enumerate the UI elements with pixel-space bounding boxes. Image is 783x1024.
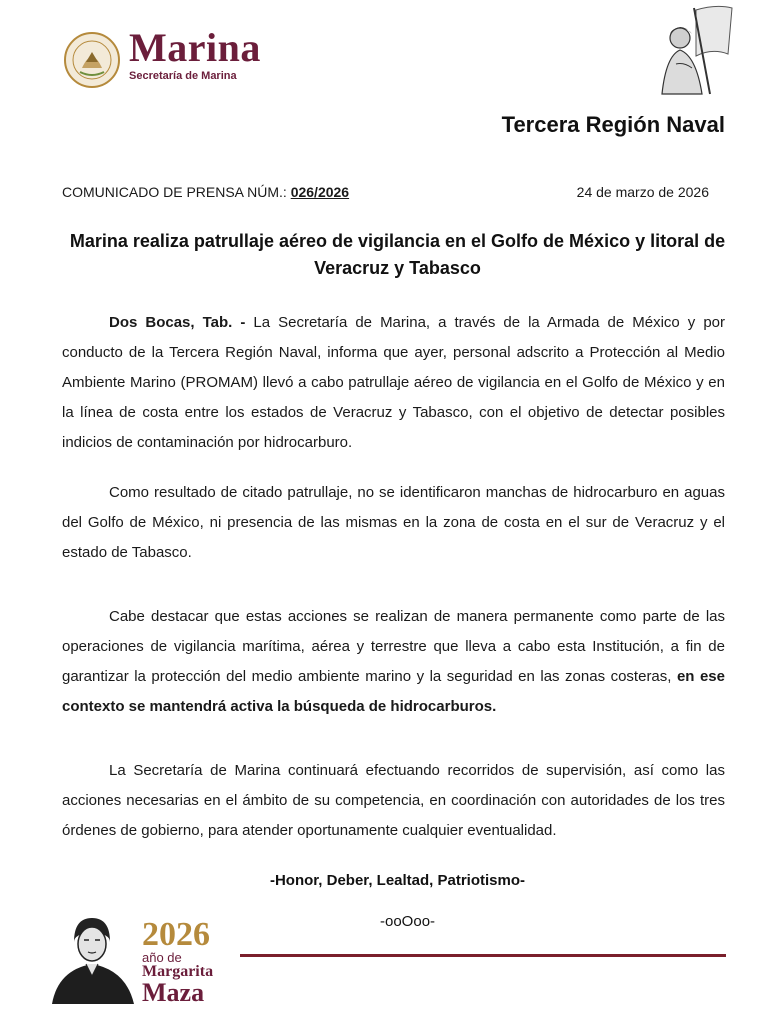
motto: -Honor, Deber, Lealtad, Patriotismo- (269, 872, 526, 889)
brand-name: Marina (129, 25, 261, 70)
paragraph-3-text: Cabe destacar que estas acciones se realizan de manera permanente como parte de las operaciones de vigilancia marítima, aérea y terrestre que lleva a cabo esta Institución, a fin de garantizar la protección del medio ambiente marino y la seguridad en las zonas costeras, (62, 608, 725, 685)
year-number: 2026 (142, 916, 210, 953)
year-subtitle: año de (142, 950, 182, 965)
release-date: 24 de marzo de 2026 (576, 184, 709, 200)
national-seal-icon (64, 32, 120, 88)
paragraph-2: Como resultado de citado patrullaje, no se identificaron manchas de hidrocarburo en aguas del Golfo de México, ni presencia de las mismas en la zona de costa en el sur de Veracruz y el estado de Tabasco. (62, 484, 725, 561)
footer-divider (240, 954, 726, 957)
press-release-label: COMUNICADO DE PRENSA NÚM.: (62, 184, 291, 200)
paragraph-1 (62, 308, 725, 458)
year-honoree-last: Maza (142, 978, 205, 1007)
dateline: Dos Bocas, Tab. - (109, 314, 246, 331)
press-release-number-value: 026/2026 (290, 184, 350, 200)
paragraph-4: La Secretaría de Marina continuará efectuando recorridos de supervisión, así como las acciones necesarias en el ámbito de su competencia, en coordinación con autoridades de los tres órdenes de gobierno, para atender oportunamente cualquier eventualidad. (62, 762, 725, 839)
brand-logo (129, 26, 261, 82)
year-honoree-first: Margarita (142, 963, 214, 980)
brand-subtitle: Secretaría de Marina (129, 70, 237, 82)
press-release-number (62, 184, 349, 200)
flag-heroine-illustration-icon (636, 4, 736, 96)
paragraph-3 (62, 602, 725, 722)
document-title: Marina realiza patrullaje aéreo de vigilancia en el Golfo de México y litoral de Veracruz y Tabasco (69, 231, 726, 278)
paragraph-3-bold: en ese contexto se mantendrá activa la búsqueda de hidrocarburos. (62, 668, 725, 715)
paragraph-1-text: La Secretaría de Marina, a través de la Armada de México y por conducto de la Tercera Región Naval, informa que ayer, personal adscrito a Protección al Medio Ambiente Marino (PROMAM) llevó a cabo patrullaje aéreo de vigilancia en el Golfo de México y en la línea de costa entre los estados de Veracruz y Tabasco, con el objetivo de detectar posibles indicios de contaminación por hidrocarburo. (62, 314, 726, 451)
closing-mark: -ooOoo- (380, 913, 436, 930)
region-heading: Tercera Región Naval (501, 112, 725, 137)
margarita-maza-portrait-icon (44, 912, 140, 1004)
year-logo (142, 918, 224, 1006)
